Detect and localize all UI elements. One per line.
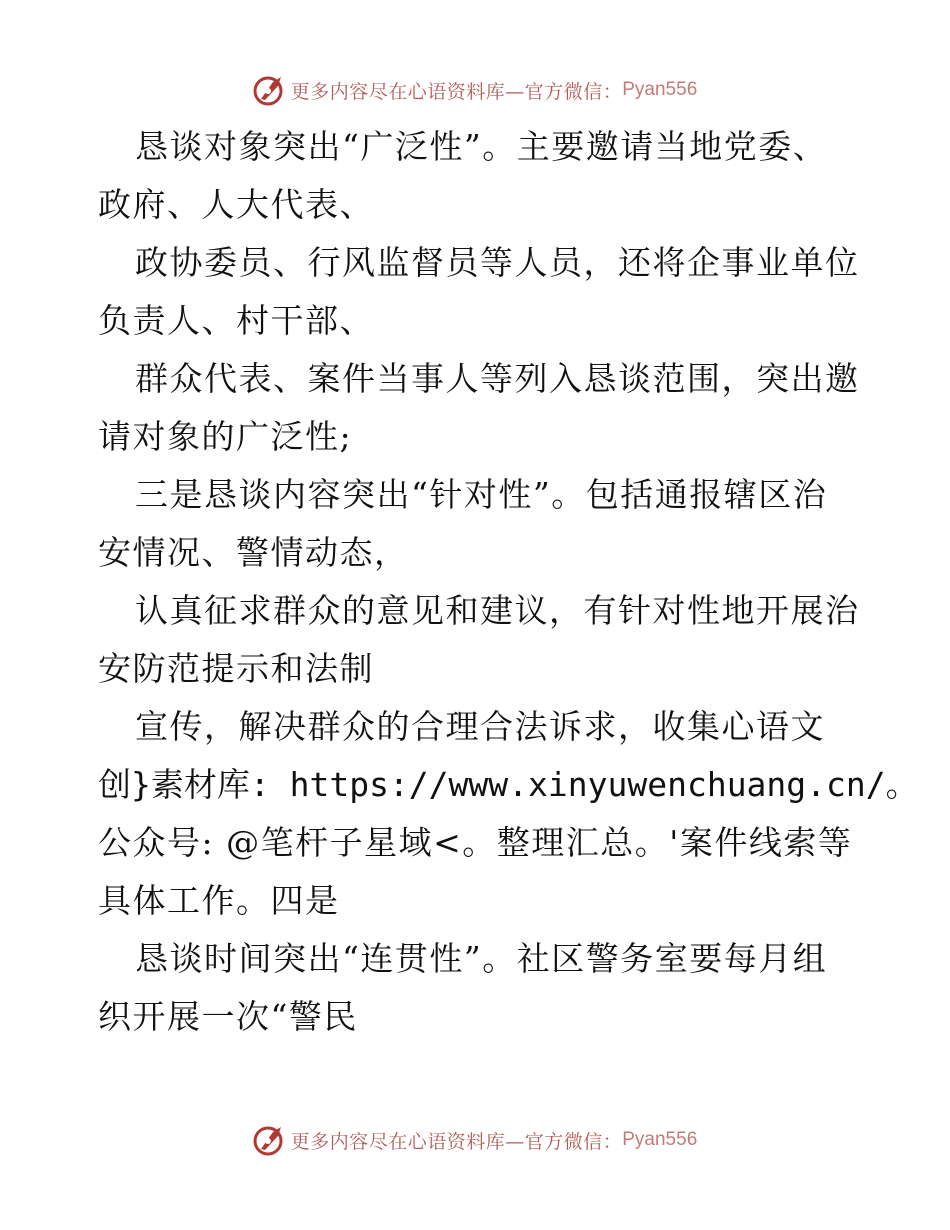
footer-text: 更多内容尽在心语资料库—官方微信：: [290, 1130, 623, 1153]
header-banner: [0, 70, 950, 110]
text-line: 织开展一次“警民: [98, 997, 358, 1036]
text-line: 宣传，解决群众的合理合法诉求，收集心语文: [135, 707, 825, 746]
text-line: 公众号: @笔杆子星域<。整理汇总。'案件线索等: [98, 823, 853, 862]
text-line-url: 创}素材库: https://www.xinyuwenchuang.cn/。: [98, 765, 919, 804]
text-line: 认真征求群众的意见和建议，有针对性地开展治: [135, 591, 860, 630]
text-line: 政府、人大代表、: [98, 185, 374, 224]
text-line: 安情况、警情动态，: [98, 533, 409, 572]
text-line: 恳谈对象突出“广泛性”。主要邀请当地党委、: [135, 127, 828, 166]
text-line: 负责人、村干部、: [98, 301, 374, 340]
text-line: 请对象的广泛性;: [98, 417, 353, 456]
text-line: 安防范提示和法制: [98, 649, 374, 688]
text-line: 恳谈时间突出“连贯性”。社区警务室要每月组: [135, 939, 828, 978]
text-line: 具体工作。四是: [98, 881, 340, 920]
footer-banner: [0, 1120, 950, 1160]
text-line: 三是恳谈内容突出“针对性”。包括通报辖区治: [135, 475, 828, 514]
header-wechat-id: Pyan556: [622, 79, 698, 100]
pen-nib-logo-icon: [253, 73, 287, 107]
footer-wechat-id: Pyan556: [622, 1129, 698, 1150]
document-body: [98, 118, 919, 1046]
pen-nib-logo-icon: [253, 1123, 287, 1157]
text-line: 政协委员、行风监督员等人员，还将企事业单位: [135, 243, 860, 282]
header-text: 更多内容尽在心语资料库—官方微信：: [290, 80, 623, 103]
text-line: 群众代表、案件当事人等列入恳谈范围，突出邀: [135, 359, 860, 398]
